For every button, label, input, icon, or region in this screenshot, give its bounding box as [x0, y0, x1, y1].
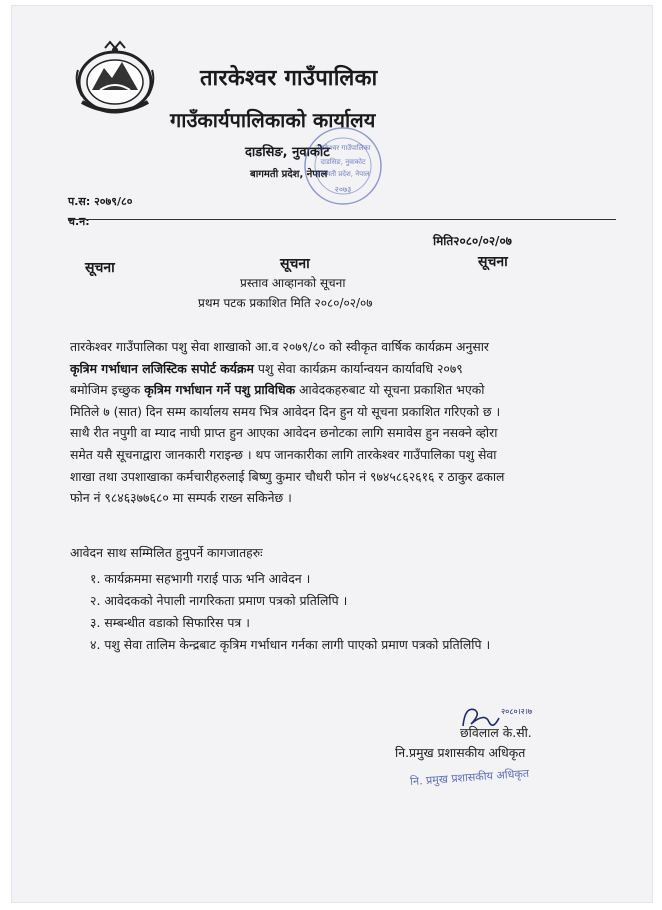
document-item: ३. सम्बन्धीत वडाको सिफारिस पत्र ।: [90, 615, 250, 630]
stamp-line2: दाडसिङ, नुवाकोट: [320, 158, 366, 166]
letter-date: मिति२०८०/०२/०७: [433, 234, 512, 248]
office-name: गाउँकार्यपालिकाको कार्यालय: [170, 108, 376, 132]
signatory-stamp: नि. प्रमुख प्रशासकीय अधिकृत: [409, 766, 530, 789]
body-line: कृत्रिम गर्भाधान लजिस्टिक सपोर्ट कर्यक्रम पशु सेवा कार्यक्रम कार्यान्वयन कार्यावधि २०७९: [70, 360, 463, 376]
signatory-name: छविलाल के.सी.: [460, 725, 532, 740]
nepal-emblem-icon: [70, 40, 160, 118]
applicant-type: कृत्रिम गर्भाधान गर्ने पशु प्राविधिक: [144, 382, 296, 398]
dispatch-number: च.न:: [68, 215, 90, 228]
notice-label-center: सूचना: [280, 256, 310, 272]
body-line: साथै रीत नपुगी वा म्याद नाघी प्राप्त हुन आएका आवेदन छनोटका लागि समावेस हुन नसक्ने व्होरा: [70, 425, 498, 441]
signature-date: २०८०।२।७: [501, 707, 533, 716]
notice-subtitle: प्रस्ताव आव्हानको सूचना: [240, 276, 346, 290]
body-line: शाखा तथा उपशाखाका कर्मचारीहरुलाई बिष्णु कुमार चौधरी फोन नं ९७४५८६२६१६ र ठाकुर ढकाल: [70, 468, 505, 484]
stamp-line1: तारकेश्वर गाउँपालिका: [315, 144, 371, 152]
document-item: २. आवेदकको नेपाली नागरिकता प्रमाण पत्रको प्रतिलिपि ।: [90, 593, 348, 608]
org-name: तारकेश्वर गाउँपालिका: [200, 66, 378, 91]
header-divider: [68, 219, 616, 220]
program-name: कृत्रिम गर्भाधान लजिस्टिक सपोर्ट कर्यक्रम: [70, 360, 254, 376]
reference-number: प.स: २०७९/८०: [68, 195, 133, 208]
office-stamp: [300, 120, 386, 212]
signatory-title: नि.प्रमुख प्रशासकीय अधिकृत: [395, 745, 526, 760]
notice-body: [70, 336, 618, 509]
notice-label-right: सूचना: [478, 254, 508, 270]
body-line: तारकेश्वर गाउँपालिका पशु सेवा शाखाको आ.व २०७९/८० को स्वीकृत वार्षिक कार्यक्रम अनुसार: [70, 339, 489, 354]
document-item: १. कार्यक्रममा सहभागी गराई पाऊ भनि आवेदन ।: [90, 571, 311, 586]
documents-heading: आवेदन साथ सम्मिलित हुनुपर्ने कागजातहरुः: [70, 545, 263, 560]
address-line1: दाडसिङ, नुवाकोट: [245, 145, 330, 160]
stamp-year: २०७३: [334, 185, 352, 194]
document-item: ४. पशु सेवा तालिम केन्द्रबाट कृत्रिम गर्भाधान गर्नका लागी पाएको प्रमाण पत्रको प्रतिलिपि ।: [90, 637, 491, 652]
body-line: समेत यसै सूचनाद्वारा जानकारी गराइन्छ । थप जानकारीका लागि तारकेश्वर गाउँपालिका पशु सेवा: [70, 446, 497, 462]
body-line: बमोजिम इच्छुक कृत्रिम गर्भाधान गर्ने पशु प्राविधिक आवेदकहरुबाट यो सूचना प्रकाशित भएको: [70, 382, 485, 398]
address-line2: बागमती प्रदेश, नेपाल: [250, 169, 328, 180]
body-line: मितिले ७ (सात) दिन सम्म कार्यालय समय भित्र आवेदन दिन हुन यो सूचना प्रकाशित गरिएको छ ।: [70, 403, 501, 419]
notice-label-left: सूचना: [85, 260, 115, 276]
body-line: फोन नं ९८४६३७७६८० मा सम्पर्क राख्न सकिनेछ ।: [70, 490, 292, 506]
stamp-line3: बागमती प्रदेश, नेपाल: [316, 170, 370, 178]
publication-date: प्रथम पटक प्रकाशित मिति २०८०/०२/०७: [198, 296, 373, 310]
